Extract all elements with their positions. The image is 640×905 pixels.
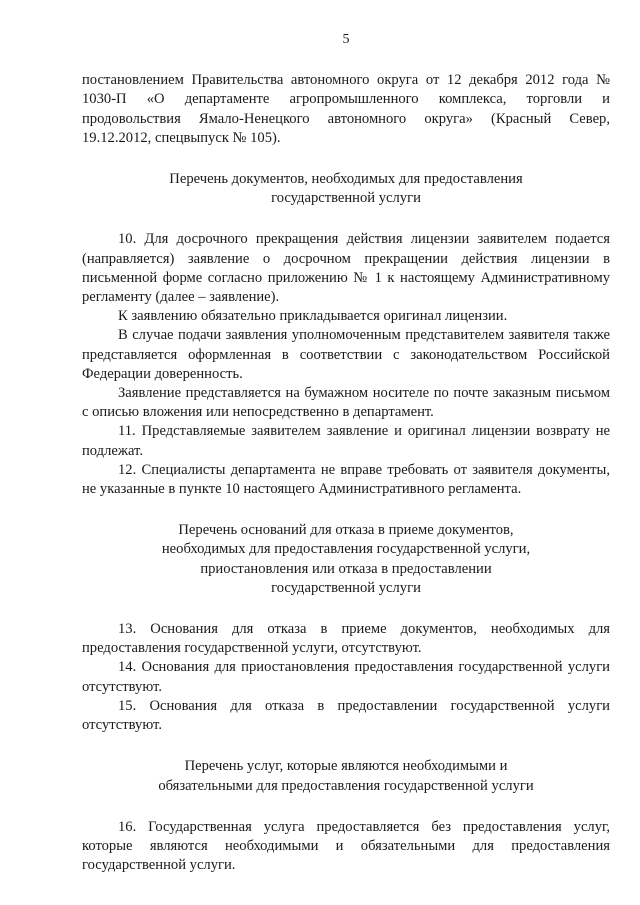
document-page bbox=[82, 30, 610, 875]
paragraph-license-original: К заявлению обязательно прикладывается оригинал лицензии. bbox=[118, 308, 508, 325]
heading-line: государственной услуги bbox=[271, 190, 421, 207]
heading-line: государственной услуги bbox=[271, 579, 421, 596]
paragraph-representative: В случае подачи заявления уполномоченным представителем заявителя также представляется оформленная в соответствии с законодательством Российской Федерации доверенность. bbox=[82, 327, 610, 382]
page-number: 5 bbox=[342, 32, 350, 47]
paragraph-14: 14. Основания для приостановления предоставления государственной услуги отсутствуют. bbox=[82, 659, 610, 695]
paragraph-10: 10. Для досрочного прекращения действия лицензии заявителем подается (направляется) заявление о досрочном прекращении действия лицензии в письменной форме согласно приложению № 1 к настоящему Административному регламенту (далее – заявление). bbox=[82, 231, 610, 306]
paragraph-12: 12. Специалисты департамента не вправе требовать от заявителя документы, не указанные в пункте 10 настоящего Административного регламента. bbox=[82, 461, 610, 498]
paragraph-11: 11. Представляемые заявителем заявление и оригинал лицензии возврату не подлежат. bbox=[82, 423, 610, 459]
heading-line: Перечень оснований для отказа в приеме документов, bbox=[178, 522, 514, 539]
paragraph-13: 13. Основания для отказа в приеме документов, необходимых для предоставления государственной услуги, отсутствуют. bbox=[82, 621, 610, 657]
heading-line: обязательными для предоставления государственной услуги bbox=[158, 777, 534, 794]
heading-line: необходимых для предоставления государственной услуги, bbox=[161, 541, 531, 558]
paragraph-submission: Заявление представляется на бумажном носителе по почте заказным письмом с описью вложения или непосредственно в департамент. bbox=[82, 385, 610, 421]
heading-line: приостановления или отказа в предоставлении bbox=[200, 560, 492, 577]
paragraph-15: 15. Основания для отказа в предоставлении государственной услуги отсутствуют. bbox=[82, 697, 610, 734]
paragraph-16: 16. Государственная услуга предоставляется без предоставления услуг, которые являются необходимыми и обязательными для предоставления государственной услуги. bbox=[82, 818, 610, 874]
intro-paragraph: постановлением Правительства автономного округа от 12 декабря 2012 года № 1030-П «О департаменте агропромышленного комплекса, торговли и продовольствия Ямало-Ненецкого автономного округа» (Красный Север, 19.12.2012, спецвыпуск № 105). bbox=[82, 72, 610, 146]
section-heading-documents bbox=[82, 170, 610, 208]
section-heading-required-services bbox=[82, 757, 610, 795]
heading-line: Перечень документов, необходимых для предоставления bbox=[169, 171, 523, 188]
section-heading-refusal-grounds bbox=[82, 521, 610, 598]
heading-line: Перечень услуг, которые являются необходимыми и bbox=[184, 758, 508, 775]
